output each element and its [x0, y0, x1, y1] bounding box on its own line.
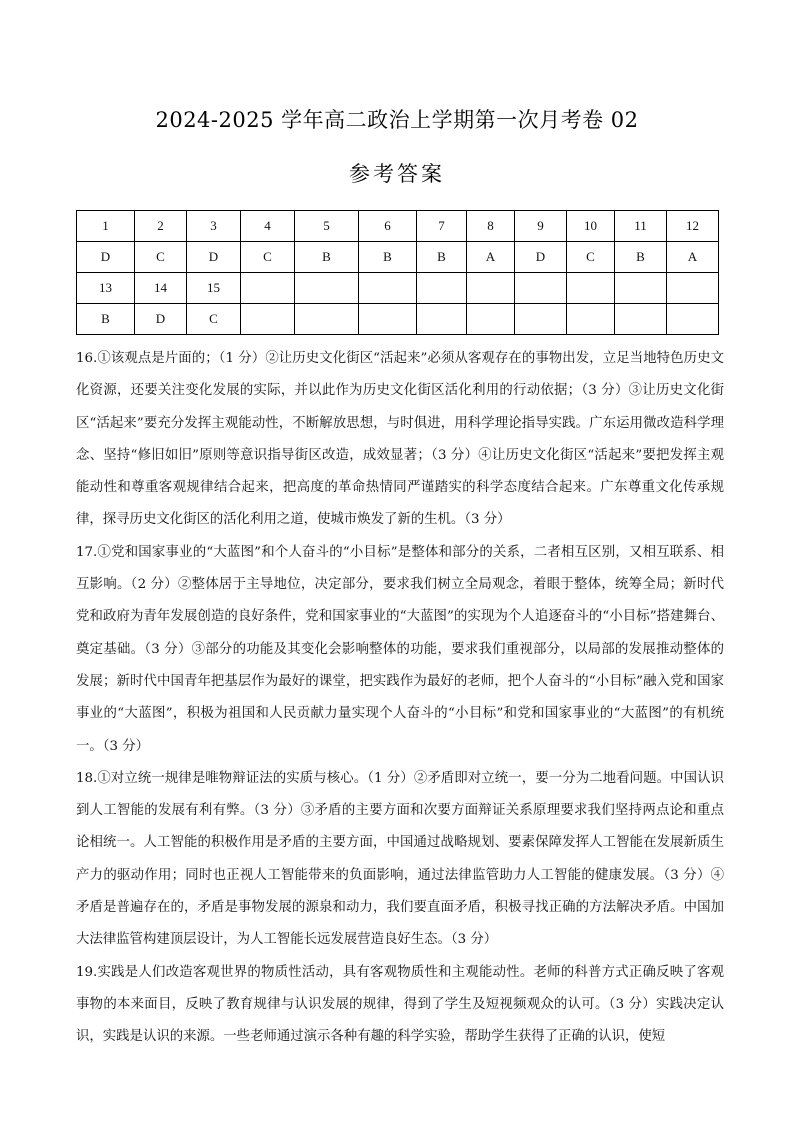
table-row-answers — [77, 304, 719, 335]
table-cell: D — [515, 242, 567, 273]
table-cell: C — [187, 304, 241, 335]
answer-table — [76, 210, 719, 335]
table-cell: A — [467, 242, 515, 273]
table-cell — [359, 304, 417, 335]
table-cell — [615, 304, 667, 335]
table-cell — [515, 304, 567, 335]
answer-q16: 16.①该观点是片面的；（1 分）②让历史文化街区“活起来”必须从客观存在的事物出发，立足当地特色历史文化资源，还要关注变化发展的实际，并以此作为历史文化街区活化利用的行动依据；（3 分）③让历史文化街区“活起来”要充分发挥主观能动性，不断解放思想，与时俱进，用科学理论指导实践。广东运用微改造科学理念、坚持“修旧如旧”原则等意识指导街区改造，成效显著；（3 分）④让历史文化街区“活起来”要把发挥主观能动性和尊重客观规律结合起来，把高度的革命热情同严谨踏实的科学态度结合起来。广东尊重文化传承规律，探寻历史文化街区的活化利用之道，使城市焕发了新的生机。（3 分） — [76, 351, 724, 528]
table-cell: 6 — [359, 211, 417, 242]
table-cell: C — [241, 242, 295, 273]
table-cell: D — [135, 304, 187, 335]
table-cell — [667, 304, 719, 335]
answer-text — [76, 343, 724, 1054]
table-cell — [241, 273, 295, 304]
table-cell: B — [77, 304, 135, 335]
table-row-answers — [77, 242, 719, 273]
table-cell — [467, 304, 515, 335]
table-cell: B — [417, 242, 467, 273]
table-cell — [567, 273, 615, 304]
table-cell — [515, 273, 567, 304]
table-cell: A — [667, 242, 719, 273]
page-subtitle: 参考答案 — [349, 162, 445, 186]
answer-q19: 19.实践是人们改造客观世界的物质性活动，具有客观物质性和主观能动性。老师的科普方式正确反映了客观事物的本来面目，反映了教育规律与认识发展的规律，得到了学生及短视频观众的认可。（3 分）实践决定认识，实践是认识的来源。一些老师通过演示各种有趣的科学实验，帮助学生获得了正确的认识，使短 — [76, 964, 724, 1045]
table-cell: B — [295, 242, 359, 273]
table-cell: 9 — [515, 211, 567, 242]
table-cell: 8 — [467, 211, 515, 242]
table-cell — [667, 273, 719, 304]
table-cell: 2 — [135, 211, 187, 242]
table-cell: 11 — [615, 211, 667, 242]
table-cell: 7 — [417, 211, 467, 242]
table-cell — [417, 273, 467, 304]
table-cell: D — [187, 242, 241, 273]
table-cell: B — [615, 242, 667, 273]
table-cell: 14 — [135, 273, 187, 304]
table-cell: 13 — [77, 273, 135, 304]
table-cell: 10 — [567, 211, 615, 242]
table-cell: C — [135, 242, 187, 273]
table-cell: 3 — [187, 211, 241, 242]
table-cell: 15 — [187, 273, 241, 304]
table-cell — [295, 273, 359, 304]
table-cell: 5 — [295, 211, 359, 242]
table-cell: B — [359, 242, 417, 273]
answer-q18: 18.①对立统一规律是唯物辩证法的实质与核心。（1 分）②矛盾即对立统一，要一分为二地看问题。中国认识到人工智能的发展有利有弊。（3 分）③矛盾的主要方面和次要方面辩证关系原理要求我们坚持两点论和重点论相统一。人工智能的积极作用是矛盾的主要方面，中国通过战略规划、要素保障发挥人工智能在发展新质生产力的驱动作用；同时也正视人工智能带来的负面影响，通过法律监管助力人工智能的健康发展。（3 分）④矛盾是普遍存在的，矛盾是事物发展的源泉和动力，我们要直面矛盾，积极寻找正确的方法解决矛盾。中国加大法律监管构建顶层设计，为人工智能长远发展营造良好生态。（3 分） — [76, 770, 724, 948]
table-cell — [417, 304, 467, 335]
table-cell — [359, 273, 417, 304]
page-title: 2024-2025 学年高二政治上学期第一次月考卷 02 — [155, 108, 639, 132]
table-cell — [615, 273, 667, 304]
table-cell: 4 — [241, 211, 295, 242]
table-cell: 12 — [667, 211, 719, 242]
answer-q17: 17.①党和国家事业的“大蓝图”和个人奋斗的“小目标”是整体和部分的关系，二者相互区别，又相互联系、相互影响。（2 分）②整体居于主导地位，决定部分，要求我们树立全局观念，着眼于整体，统筹全局；新时代党和政府为青年发展创造的良好条件，党和国家事业的“大蓝图”的实现为个人追逐奋斗的“小目标”搭建舞台、奠定基础。（3 分）③部分的功能及其变化会影响整体的功能，要求我们重视部分，以局部的发展推动整体的发展；新时代中国青年把基层作为最好的课堂，把实践作为最好的老师，把个人奋斗的“小目标”融入党和国家事业的“大蓝图”，积极为祖国和人民贡献力量实现个人奋斗的“小目标”和党和国家事业的“大蓝图”的有机统一。（3 分） — [76, 544, 724, 754]
table-cell: 1 — [77, 211, 135, 242]
table-cell — [467, 273, 515, 304]
table-cell: D — [77, 242, 135, 273]
table-cell — [241, 304, 295, 335]
table-row-question-numbers — [77, 273, 719, 304]
table-cell — [567, 304, 615, 335]
table-row-question-numbers — [77, 211, 719, 242]
table-cell: C — [567, 242, 615, 273]
table-cell — [295, 304, 359, 335]
